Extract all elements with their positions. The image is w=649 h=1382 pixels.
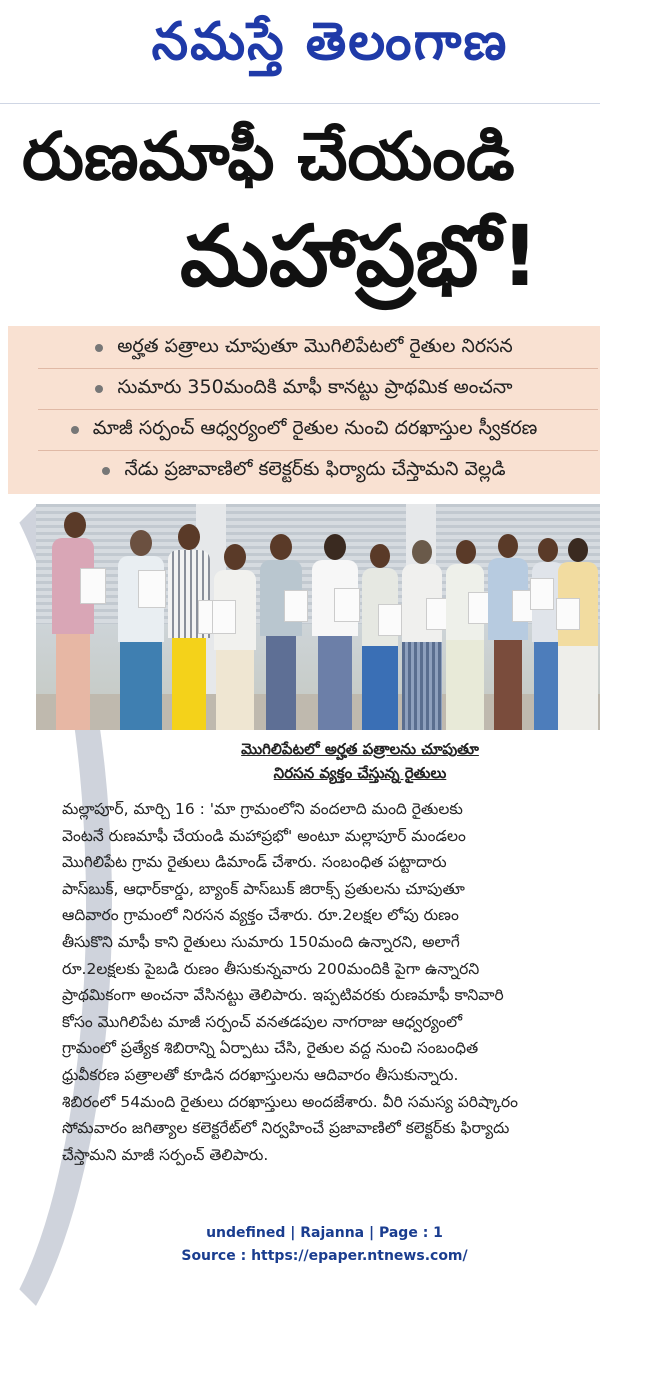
article-line: చేస్తామని మాజీ సర్పంచ్ తెలిపారు.	[62, 1145, 269, 1164]
bullet-icon	[95, 344, 103, 352]
photo-person	[116, 530, 166, 730]
highlight-text: మాజీ సర్పంచ్ ఆధ్వర్యంలో రైతుల నుంచి దరఖాస్తుల స్వీకరణ	[92, 416, 538, 439]
photo-person	[50, 512, 94, 730]
article-line: మొగిలిపేట గ్రామ రైతులు డిమాండ్ చేశారు. సంబంధిత పట్టాదారు	[62, 853, 447, 872]
article-line: మల్లాపూర్, మార్చి 16 : 'మా గ్రామంలోని వందలాది మంది రైతులకు	[62, 800, 463, 818]
article-line: సోమవారం జగిత్యాల కలెక్టరేట్‌లో నిర్వహించే ప్రజావాణిలో కలెక్టర్‌కు ఫిర్యాదు	[62, 1119, 510, 1138]
photo-person	[400, 540, 444, 730]
highlights-box	[8, 326, 600, 494]
headline-line-1: రుణమాఫీ చేయండి	[22, 118, 515, 195]
photo-person	[556, 538, 600, 730]
masthead-divider	[0, 103, 600, 104]
article-line: ధ్రువీకరణ పత్రాలతో కూడిన దరఖాస్తులను ఆదివారం తీసుకున్నారు.	[62, 1065, 459, 1084]
newspaper-masthead: నమస్తే తెలంగాణ	[151, 11, 509, 72]
photo-person	[212, 544, 258, 730]
article-line: శిబిరంలో 54మంది రైతులు దరఖాస్తులు అందజేశారు. వీరి సమస్య పరిష్కారం	[62, 1092, 519, 1111]
article-line: తీసుకొని మాఫీ కాని రైతులు సుమారు 150మంది ఉన్నారని, అలాగే	[62, 932, 460, 951]
article-line: ఆదివారం గ్రామంలో నిరసన వ్యక్తం చేశారు. రూ.2లక్షల లోపు రుణం	[62, 906, 459, 925]
article-line: ప్రాథమికంగా అంచనా వేసినట్టు తెలిపారు. ఇప్పటివరకు రుణమాఫీ కానివారి	[62, 986, 504, 1005]
highlight-item	[8, 330, 600, 366]
footer-source-link[interactable]: Source : https://epaper.ntnews.com/	[181, 1248, 468, 1264]
highlight-text: సుమారు 350మందికి మాఫీ కానట్టు ప్రాథమిక అంచనా	[117, 375, 513, 398]
highlight-divider	[38, 409, 598, 410]
article-line: గ్రామంలో ప్రత్యేక శిబిరాన్ని ఏర్పాటు చేసి, రైతుల వద్ద నుంచి సంబంధిత	[62, 1039, 479, 1058]
highlight-item	[8, 371, 600, 407]
photo-person	[360, 544, 400, 730]
bullet-icon	[102, 467, 110, 475]
article-line: కోసం మొగిలిపేట మాజీ సర్పంచ్ వనతడపుల నాగరాజు ఆధ్వర్యంలో	[62, 1012, 463, 1031]
photo-person	[258, 534, 304, 730]
highlight-item	[8, 453, 600, 489]
article-line: వెంటనే రుణమాఫీ చేయండి మహాప్రభో' అంటూ మల్లాపూర్ మండలం	[62, 826, 466, 845]
news-photo-farmers-protest	[36, 504, 600, 730]
bullet-icon	[95, 385, 103, 393]
highlight-item	[8, 412, 600, 448]
photo-caption-line-1: మొగిలిపేటలో అర్హత పత్రాలను చూపుతూ	[241, 740, 479, 758]
photo-person	[310, 534, 360, 730]
photo-person	[444, 540, 486, 730]
photo-person	[166, 524, 212, 730]
article-line: రూ.2లక్షలకు పైబడి రుణం తీసుకున్నవారు 200మందికి పైగా ఉన్నారని	[62, 959, 480, 978]
highlight-divider	[38, 368, 598, 369]
article-line: పాస్‌బుక్, ఆధార్‌కార్డు, బ్యాంక్ పాస్‌బుక్ జిరాక్స్ ప్రతులను చూపుతూ	[62, 879, 465, 898]
highlight-text: అర్హత పత్రాలు చూపుతూ మొగిలిపేటలో రైతుల నిరసన	[117, 334, 513, 357]
article-body	[62, 796, 622, 1168]
highlight-text: నేడు ప్రజావాణిలో కలెక్టర్‌కు ఫిర్యాదు చేస్తామని వెల్లడి	[124, 457, 506, 480]
photo-caption-line-2: నిరసన వ్యక్తం చేస్తున్న రైతులు	[273, 764, 447, 782]
headline-line-2: మహాప్రభో!	[180, 207, 540, 305]
highlight-divider	[38, 450, 598, 451]
footer-edition-info: undefined | Rajanna | Page : 1	[206, 1225, 443, 1241]
photo-person	[486, 534, 530, 730]
bullet-icon	[71, 426, 79, 434]
